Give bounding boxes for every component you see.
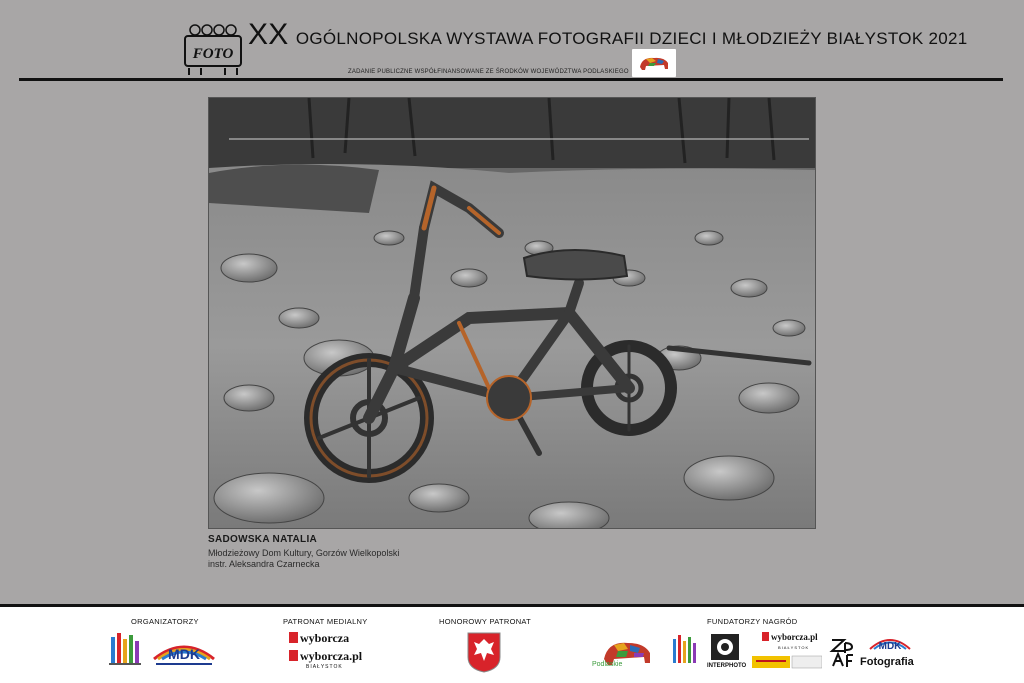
subtitle: ZADANIE PUBLICZNE WSPÓŁFINANSOWANE ZE ŚRODKÓW WOJEWÓDZTWA PODLASKIEGO xyxy=(348,69,629,75)
exhibition-photo-rusty-bicycle xyxy=(208,97,816,529)
title-text: OGÓLNOPOLSKA WYSTAWA FOTOGRAFII DZIECI I MŁODZIEŻY BIAŁYSTOK 2021 xyxy=(295,29,968,48)
header-divider xyxy=(19,78,1003,81)
footer-sponsors xyxy=(0,604,1024,683)
header xyxy=(0,0,1024,82)
podlaskie-bison-logo xyxy=(594,635,656,675)
mdk-sponsor-logo xyxy=(868,633,912,653)
interphoto-logo xyxy=(710,633,740,661)
mdk-sponsor-text: MDK xyxy=(878,641,902,652)
author-institution: Młodzieżowy Dom Kultury, Gorzów Wielkopolski xyxy=(208,548,400,558)
honorary-patronage-label: HONOROWY PATRONAT xyxy=(439,617,532,626)
mdk-text: MDK xyxy=(168,646,200,662)
page-title xyxy=(248,18,968,52)
zpaf-logo xyxy=(829,637,855,669)
media-patronage-label: PATRONAT MEDIALNY xyxy=(283,617,368,626)
foto-camera-logo xyxy=(183,22,243,76)
title-number: XX xyxy=(248,18,289,51)
mdk-logo xyxy=(152,635,216,671)
foto-logo-text: FOTO xyxy=(192,46,234,62)
wyborcza-bialystok: BIAŁYSTOK xyxy=(306,664,343,670)
fotografia-text: Fotografia xyxy=(860,656,914,668)
podlaskie-coat-of-arms xyxy=(466,631,502,673)
wyborcza-sponsor-bialystok: BIAŁYSTOK xyxy=(778,645,810,650)
author-name: SADOWSKA NATALIA xyxy=(208,534,318,545)
wyborcza-logo: wyborcza xyxy=(289,631,349,646)
author-instructor: instr. Aleksandra Czarnecka xyxy=(208,559,320,569)
podlaskie-bison-logo-small xyxy=(632,49,676,77)
sponsor-logo-palace xyxy=(669,633,701,671)
podlaskie-text: Podlaskie xyxy=(592,661,623,668)
organizers-label: ORGANIZATORZY xyxy=(131,617,199,626)
wyborcza-pl-sponsor-logo: wyborcza.pl xyxy=(762,632,818,642)
sponsors-label: FUNDATORZY NAGRÓD xyxy=(707,617,798,626)
kodak-express-logo xyxy=(752,654,822,670)
organizer-logo-palace xyxy=(105,631,145,671)
interphoto-text: INTERPHOTO xyxy=(707,663,747,669)
wyborcza-pl-logo: wyborcza.pl xyxy=(289,649,362,664)
